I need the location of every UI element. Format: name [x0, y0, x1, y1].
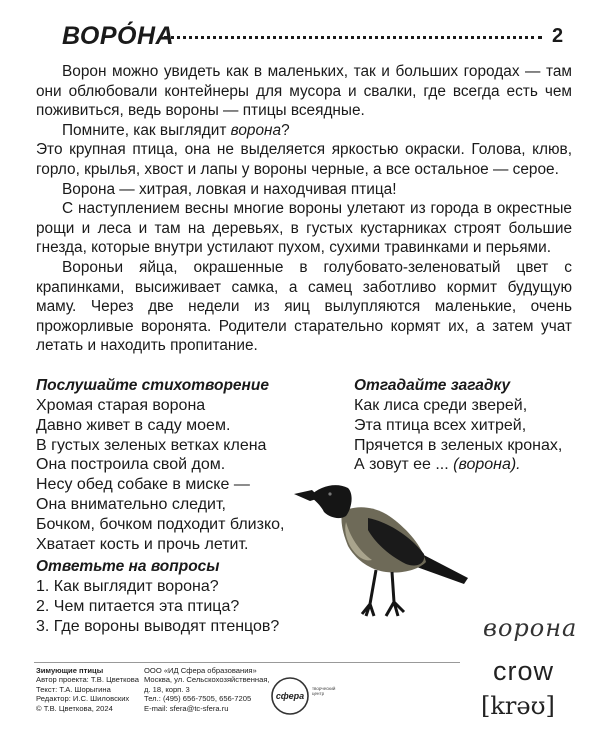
page-number: 2 — [552, 25, 564, 47]
riddle-line: Прячется в зеленых кронах, — [354, 436, 563, 454]
footer-credits — [36, 666, 139, 713]
poem-line: Хватает кость и прочь летит. — [36, 535, 249, 553]
paragraph: Вороньи яйца, окрашенные в голубовато-зеленоватый цвет с крапинками, высиживает самка, а самец заботливо кормит будущую маму. Через две недели из яиц вылупляются маленькие, очень прожорливые воронята. Родители старательно кормят их, а затем учат летать и находить пропитание. — [36, 258, 572, 355]
footer-divider — [34, 662, 460, 663]
riddle-line: А зовут ее ... (ворона). — [354, 456, 521, 474]
footer-series: Зимующие птицы — [36, 666, 104, 675]
word-transcription: [krəʊ] — [481, 692, 555, 720]
poem-line: Несу обед собаке в миске — — [36, 476, 250, 494]
question-item: 3. Где вороны выводят птенцов? — [36, 617, 280, 635]
paragraph: Это крупная птица, она не выделяется яркостью окраски. Голова, клюв, горло, крылья, хвост и лапы у вороны черные, а все остальное — серое. — [36, 141, 572, 178]
title-leader-dots — [164, 36, 542, 39]
logo-subtitle: творческий центр — [312, 686, 336, 696]
crow-illustration — [290, 474, 475, 634]
logo-text: сфера — [275, 691, 305, 701]
footer-line: ООО «ИД Сфера образования» — [144, 666, 257, 675]
poem-heading: Послушайте стихотворение — [36, 377, 270, 394]
poem-line: Хромая старая ворона — [36, 397, 206, 414]
footer-line: д. 18, корп. 3 — [144, 684, 190, 694]
footer-line: Редактор: И.С. Шиловских — [36, 694, 130, 704]
riddle-section — [354, 375, 594, 475]
footer-line: Москва, ул. Сельскохозяйственная, — [144, 675, 270, 685]
poem-line: Бочком, бочком подходит близко, — [36, 515, 285, 533]
footer-line: Тел.: (495) 656-7505, 656-7205 — [144, 694, 252, 704]
footer-line: Текст: Т.А. Шорыгина — [36, 684, 111, 694]
publisher-logo-icon — [270, 676, 310, 716]
poem-line: В густых зеленых ветках клена — [36, 436, 267, 454]
paragraph: С наступлением весны многие вороны улетают из города в окрестные рощи и леса и там на деревьях, в густых кустарниках строят большие гнезда, которые внутри устилают пухом, сухими травинками и перьями. — [36, 200, 572, 257]
word-english: crow — [493, 656, 555, 686]
questions-heading: Ответьте на вопросы — [36, 558, 220, 575]
footer-publisher — [144, 666, 270, 713]
riddle-line: Как лиса среди зверей, — [354, 397, 528, 414]
paragraph: Ворон можно увидеть как в маленьких, так и больших городах — там они облюбовали контейнеры для мусора и свалки, где всегда есть чем поживиться, ведь вороны — птицы всеядные. — [36, 63, 572, 120]
question-item: 2. Чем питается эта птица? — [36, 597, 240, 615]
page-title: ВОРО́НА — [62, 22, 175, 50]
article-text — [36, 62, 572, 356]
footer-line: E-mail: sfera@tc-sfera.ru — [144, 703, 229, 713]
question-item: 1. Как выглядит ворона? — [36, 578, 219, 595]
paragraph: Ворона — хитрая, ловкая и находчивая птица! — [62, 180, 397, 198]
poem-line: Давно живет в саду моем. — [36, 416, 231, 434]
footer-line: © Т.В. Цветкова, 2024 — [36, 703, 113, 713]
poem-line: Она внимательно следит, — [36, 495, 226, 513]
paragraph: Помните, как выглядит ворона? — [62, 121, 290, 139]
riddle-heading: Отгадайте загадку — [354, 377, 511, 394]
word-russian: ворона — [483, 614, 578, 642]
footer-line: Автор проекта: Т.В. Цветкова — [36, 675, 139, 685]
poem-line: Она построила свой дом. — [36, 456, 226, 474]
riddle-line: Эта птица всех хитрей, — [354, 416, 527, 434]
